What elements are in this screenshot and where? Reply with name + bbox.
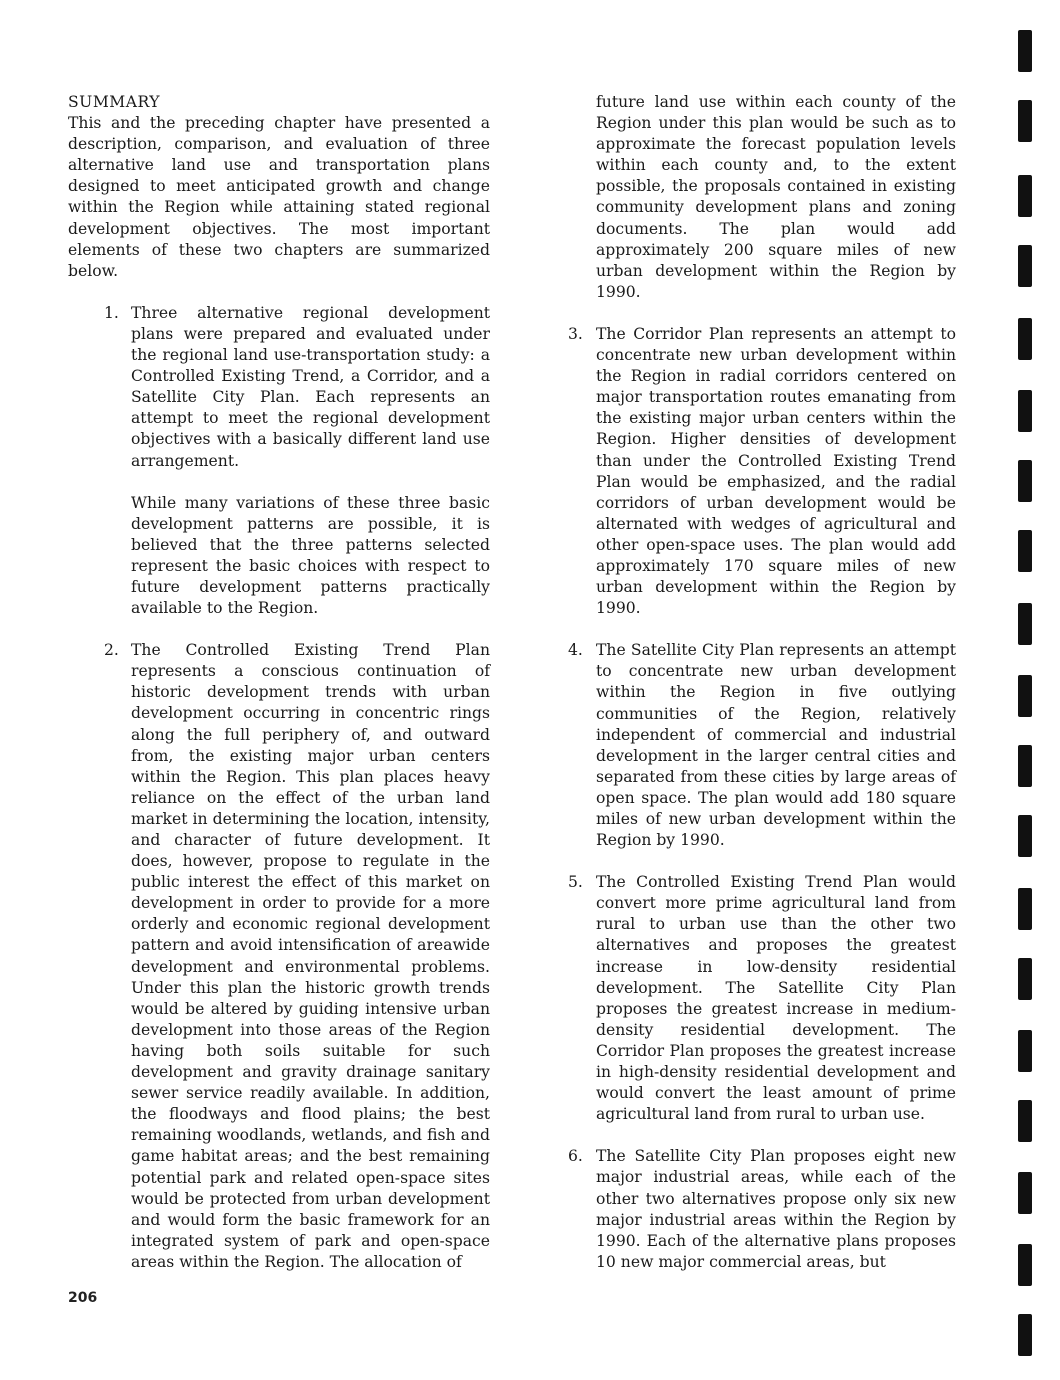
- item-text: The Corridor Plan represents an attempt to concentrate new urban development within the Region in radial corridors centered on major transportation routes emanating from the existing major urban centers within the Region. Higher densities of development than under the Controlled Existing Trend Plan would be emphasized, and the radial corridors of urban development would be alternated with wedges of agricultural and other open-space uses. The plan would add approximately 170 square miles of new urban development within the Region by 1990.: [596, 324, 956, 618]
- registration-mark: [1018, 1314, 1032, 1356]
- registration-mark: [1018, 245, 1032, 287]
- item-2-continuation: future land use within each county of the Region under this plan would be such as to approximate the forecast population levels within each county and, to the extent possible, the proposals contained in existing community development plans and zoning documents. The plan would add approximately 200 square miles of new urban development within the Region by 1990.: [596, 93, 956, 301]
- scan-registration-marks: [1018, 0, 1032, 1380]
- registration-mark: [1018, 958, 1032, 1000]
- item-text: The Controlled Existing Trend Plan would convert more prime agricultural land from rural to urban use than the other two alternatives and proposes the greatest increase in low-density residential development. The Satellite City Plan proposes the greatest increase in medium-density residential development. The Corridor Plan proposes the greatest increase in high-density residential development and would convert the least amount of prime agricultural land from rural to urban use.: [596, 873, 956, 1124]
- registration-mark: [1018, 100, 1032, 142]
- registration-mark: [1018, 318, 1032, 360]
- item-text: Three alternative regional development plans were prepared and evaluated under the regional land use-transportation study: a Controlled Existing Trend, a Corridor, and a Satellite City Plan. Each represents an attempt to meet the regional development objectives with a basically different land use arrangement.: [131, 303, 490, 470]
- item-number: 6.: [568, 1147, 583, 1166]
- list-item-2: [68, 640, 490, 1273]
- registration-mark: [1018, 460, 1032, 502]
- registration-mark: [1018, 175, 1032, 217]
- registration-mark: [1018, 530, 1032, 572]
- item-number: 1.: [104, 303, 119, 322]
- item-text: The Controlled Existing Trend Plan represents a conscious continuation of historic development trends with urban development occurring in concentric rings along the full periphery of, and outward from, the existing major urban centers within the Region. This plan places heavy reliance on the effect of the urban land market in determining the location, intensity, and character of future development. It does, however, propose to regulate in the public interest the effect of this market on development in order to provide for a more orderly and economic regional development pattern and avoid intensification of areawide development and environmental problems. Under this plan the historic growth trends would be altered by guiding intensive urban development into those areas of the Region having both soils suitable for such development and gravity drainage sanitary sewer service readily available. In addition, the floodways and flood plains; the best remaining woodlands, wetlands, and fish and game habitat areas; and the best remaining potential park and related open-space sites would be protected from urban development and would form the basic framework for an integrated system of park and open-space areas within the Region. The allocation of: [131, 641, 490, 1271]
- item-text: The Satellite City Plan represents an attempt to concentrate new urban development within the Region in five outlying communities of the Region, relatively independent of commercial and industrial development in the larger central cities and separated from these cities by large areas of open space. The plan would add 180 square miles of new urban development within the Region by 1990.: [596, 641, 956, 850]
- left-column: [68, 92, 490, 1273]
- section-heading: SUMMARY: [68, 93, 161, 111]
- registration-mark: [1018, 30, 1032, 72]
- intro-paragraph: This and the preceding chapter have presented a description, comparison, and evaluation of three alternative land use and transportation plans designed to meet anticipated growth and change within the Region while attaining stated regional development objectives. The most important elements of these two chapters are summarized below.: [68, 114, 490, 280]
- list-item-4: [560, 640, 956, 851]
- page-number: 206: [68, 1290, 98, 1306]
- registration-mark: [1018, 1172, 1032, 1214]
- item-subparagraph: While many variations of these three basic development patterns are possible, it is believed that the three patterns selected represent the basic choices with respect to future development patterns practically available to the Region.: [131, 493, 490, 618]
- registration-mark: [1018, 1030, 1032, 1072]
- right-column: [560, 92, 956, 1273]
- registration-mark: [1018, 675, 1032, 717]
- registration-mark: [1018, 390, 1032, 432]
- list-item-3: [560, 324, 956, 619]
- registration-mark: [1018, 888, 1032, 930]
- item-number: 2.: [104, 641, 119, 660]
- item-text: The Satellite City Plan proposes eight new major industrial areas, while each of the other two alternatives propose only six new major industrial areas within the Region by 1990. Each of the alternative plans proposes 10 new major commercial areas, but: [596, 1147, 956, 1271]
- list-item-5: [560, 872, 956, 1125]
- item-number: 4.: [568, 641, 583, 660]
- registration-mark: [1018, 1244, 1032, 1286]
- list-item-6: [560, 1146, 956, 1273]
- list-item-1: [68, 303, 490, 619]
- registration-mark: [1018, 1100, 1032, 1142]
- registration-mark: [1018, 815, 1032, 857]
- item-number: 3.: [568, 324, 583, 343]
- registration-mark: [1018, 745, 1032, 787]
- registration-mark: [1018, 603, 1032, 645]
- item-number: 5.: [568, 873, 583, 892]
